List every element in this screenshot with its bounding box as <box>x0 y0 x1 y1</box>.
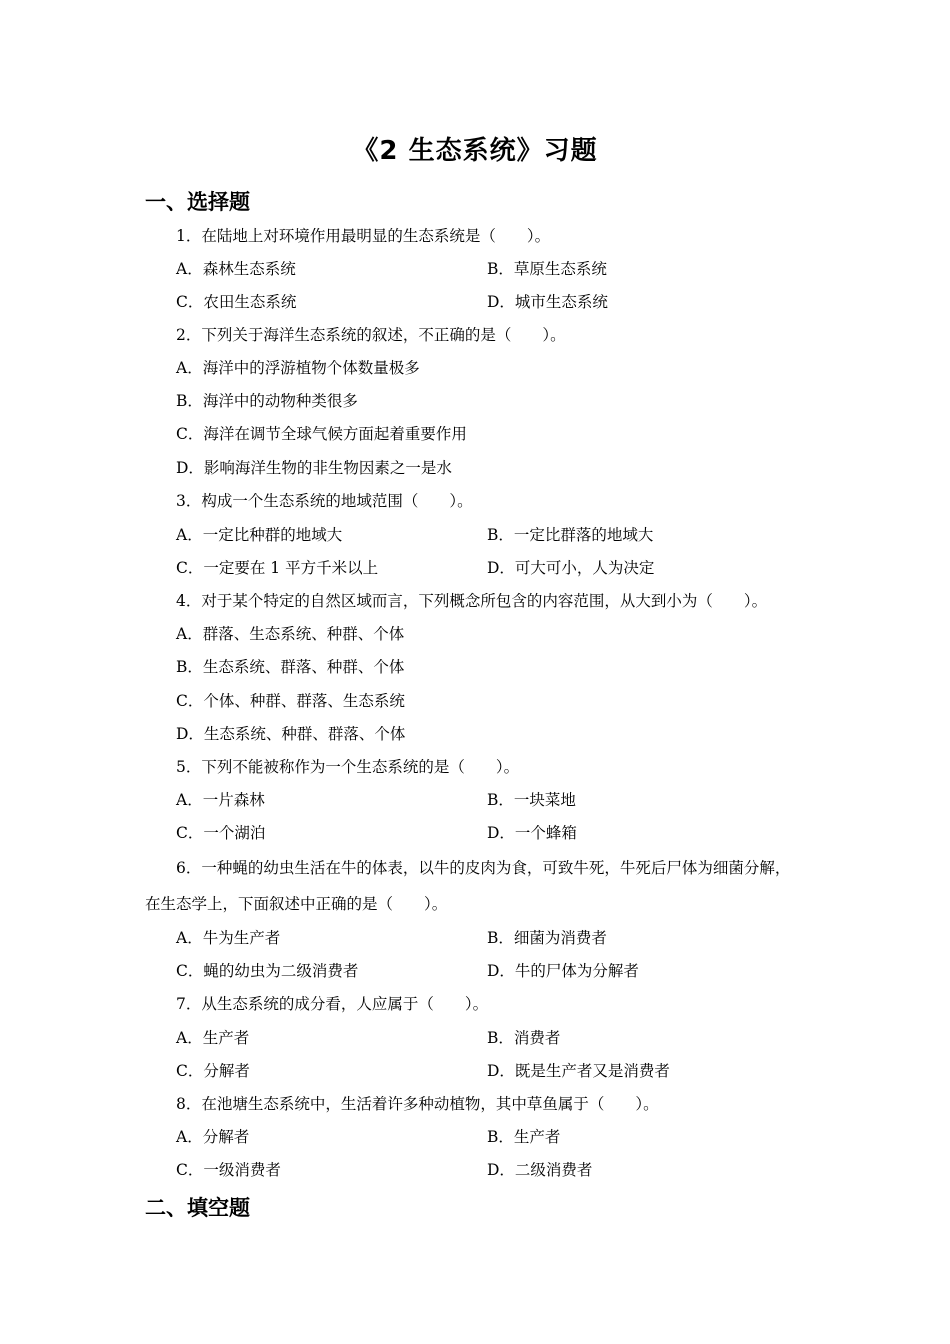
question-6-option-a: A．牛为生产者 <box>176 929 281 947</box>
question-5-option-d: D．一个蜂箱 <box>487 824 577 842</box>
question-6-stem: 6．一种蝇的幼虫生活在牛的体表，以牛的皮肉为食，可致牛死，牛死后尸体为细菌分解， <box>176 859 791 877</box>
question-5-option-c: C．一个湖泊 <box>176 824 266 842</box>
question-4-option-d: D．生态系统、种群、群落、个体 <box>176 725 406 743</box>
question-1-option-a: A．森林生态系统 <box>176 260 296 278</box>
question-1-option-d: D．城市生态系统 <box>487 293 608 311</box>
question-2-option-b: B．海洋中的动物种类很多 <box>176 392 358 410</box>
question-7-stem: 7．从生态系统的成分看，人应属于（ ）。 <box>176 995 489 1013</box>
question-5-option-b: B．一块菜地 <box>487 791 576 809</box>
question-4-option-b: B．生态系统、群落、种群、个体 <box>176 658 405 676</box>
question-2-option-c: C．海洋在调节全球气候方面起着重要作用 <box>176 425 467 443</box>
question-8-stem: 8．在池塘生态系统中，生活着许多种动植物，其中草鱼属于（ ）。 <box>176 1095 659 1113</box>
question-1-option-b: B．草原生态系统 <box>487 260 607 278</box>
question-2-stem: 2．下列关于海洋生态系统的叙述，不正确的是（ ）。 <box>176 326 566 344</box>
question-7-option-c: C．分解者 <box>176 1062 250 1080</box>
section-heading-choice: 一、选择题 <box>145 190 250 214</box>
question-3-option-d: D．可大可小，人为决定 <box>487 559 655 577</box>
question-2-option-a: A．海洋中的浮游植物个体数量极多 <box>176 359 420 377</box>
question-7-option-b: B．消费者 <box>487 1029 561 1047</box>
question-7-option-d: D．既是生产者又是消费者 <box>487 1062 670 1080</box>
question-5-stem: 5．下列不能被称作为一个生态系统的是（ ）。 <box>176 758 520 776</box>
question-1-stem: 1．在陆地上对环境作用最明显的生态系统是（ ）。 <box>176 227 551 245</box>
question-3-option-a: A．一定比种群的地域大 <box>176 526 343 544</box>
question-4-stem: 4．对于某个特定的自然区域而言，下列概念所包含的内容范围，从大到小为（ ）。 <box>176 592 768 610</box>
question-8-option-c: C．一级消费者 <box>176 1161 281 1179</box>
question-8-option-a: A．分解者 <box>176 1128 250 1146</box>
question-7-option-a: A．生产者 <box>176 1029 250 1047</box>
question-3-stem: 3．构成一个生态系统的地域范围（ ）。 <box>176 492 473 510</box>
question-3-option-c: C．一定要在 1 平方千米以上 <box>176 559 379 577</box>
question-6-option-c: C．蝇的幼虫为二级消费者 <box>176 962 359 980</box>
question-6-stem-continued: 在生态学上，下面叙述中正确的是（ ）。 <box>145 895 448 913</box>
question-8-option-b: B．生产者 <box>487 1128 561 1146</box>
page-title: 《2 生态系统》习题 <box>352 136 598 166</box>
question-6-option-b: B．细菌为消费者 <box>487 929 607 947</box>
question-4-option-a: A．群落、生态系统、种群、个体 <box>176 625 405 643</box>
question-6-option-d: D．牛的尸体为分解者 <box>487 962 639 980</box>
section-heading-fill: 二、填空题 <box>145 1196 250 1220</box>
question-4-option-c: C．个体、种群、群落、生态系统 <box>176 692 405 710</box>
question-8-option-d: D．二级消费者 <box>487 1161 593 1179</box>
question-5-option-a: A．一片森林 <box>176 791 265 809</box>
question-2-option-d: D．影响海洋生物的非生物因素之一是水 <box>176 459 452 477</box>
question-3-option-b: B．一定比群落的地域大 <box>487 526 654 544</box>
question-1-option-c: C．农田生态系统 <box>176 293 297 311</box>
